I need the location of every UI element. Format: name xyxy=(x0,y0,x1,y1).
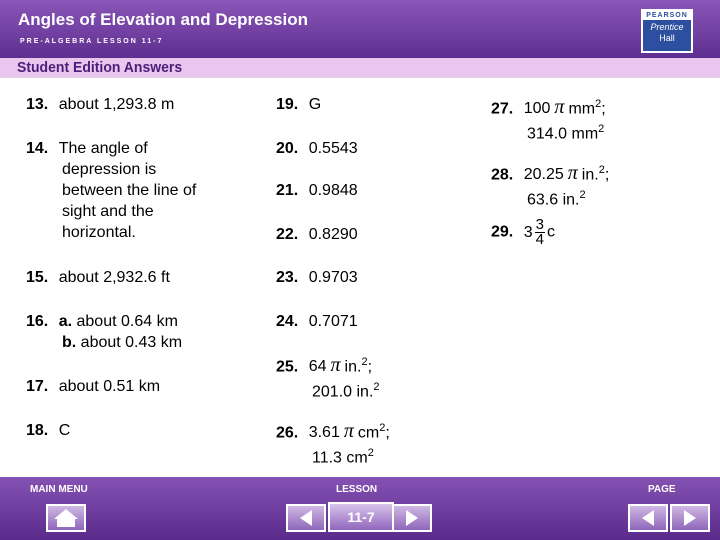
exponent: 2 xyxy=(595,98,602,110)
part-b-label: b. xyxy=(62,334,77,351)
answer-number: 17. xyxy=(26,378,49,395)
exponent: 2 xyxy=(598,164,605,176)
main-menu-button[interactable] xyxy=(46,504,86,532)
answer-text: 0.9703 xyxy=(308,269,358,286)
exponent: 2 xyxy=(373,381,380,394)
page-prev-button[interactable] xyxy=(628,504,668,532)
logo-bot: Hall xyxy=(659,33,675,43)
lesson-next-button[interactable] xyxy=(392,504,432,532)
answer-number: 15. xyxy=(26,269,49,286)
page-next-icon xyxy=(672,506,708,530)
answer-27 xyxy=(491,94,606,145)
answer-line-2 xyxy=(312,377,380,402)
answer-number: 16. xyxy=(26,313,49,330)
answer-number: 29. xyxy=(491,223,514,241)
answer-text: G xyxy=(308,96,322,113)
answer-26 xyxy=(276,418,390,469)
exponent: 2 xyxy=(598,123,605,136)
answer-21 xyxy=(276,180,358,201)
answer-text-line: horizontal. xyxy=(62,224,136,241)
pi-symbol: π xyxy=(567,162,578,185)
answer-number: 23. xyxy=(276,269,299,286)
answer-19 xyxy=(276,94,321,115)
section-label: Student Edition Answers xyxy=(17,58,183,76)
answer-number: 18. xyxy=(26,422,49,439)
page-prev-icon xyxy=(630,506,666,530)
answer-22 xyxy=(276,224,358,245)
exponent: 2 xyxy=(579,189,586,202)
part-b-text: about 0.43 km xyxy=(80,334,183,351)
lesson-subtitle: PRE-ALGEBRA LESSON 11-7 xyxy=(20,38,164,45)
answer-approx: 314.0 mm xyxy=(527,125,599,143)
part-a-text: about 0.64 km xyxy=(76,313,178,330)
answer-line-2 xyxy=(527,185,609,210)
answer-text: about 1,293.8 m xyxy=(58,96,175,113)
separator: ; xyxy=(601,100,606,118)
answer-13 xyxy=(26,94,174,115)
answer-number: 27. xyxy=(491,100,514,118)
exponent: 2 xyxy=(367,447,374,460)
answer-16 xyxy=(26,311,182,353)
answer-number: 26. xyxy=(276,424,299,442)
answer-15 xyxy=(26,267,170,288)
main-menu-label: MAIN MENU xyxy=(30,484,88,495)
exponent: 2 xyxy=(361,356,368,368)
answer-23 xyxy=(276,267,358,288)
page-next-button[interactable] xyxy=(670,504,710,532)
home-icon xyxy=(48,506,84,530)
answer-unit: mm xyxy=(568,100,596,118)
answer-approx: 201.0 in. xyxy=(312,383,374,401)
answer-unit: in. xyxy=(581,166,599,184)
part-a-label: a. xyxy=(58,313,73,330)
answer-number: 24. xyxy=(276,313,299,330)
answer-text-line: between the line of xyxy=(62,182,197,199)
answer-number: 28. xyxy=(491,166,514,184)
logo-top: PEARSON xyxy=(643,11,691,20)
pi-symbol: π xyxy=(554,96,565,119)
mixed-whole: 3 xyxy=(523,223,533,241)
answer-text: 0.5543 xyxy=(308,140,358,157)
logo-mid: Prentice xyxy=(650,22,684,32)
answer-14 xyxy=(26,138,196,243)
answer-approx: 11.3 cm xyxy=(312,449,368,467)
answer-text-line: sight and the xyxy=(62,203,154,220)
pi-symbol: π xyxy=(330,354,341,377)
answer-18 xyxy=(26,420,70,441)
answer-number: 20. xyxy=(276,140,299,157)
answer-text: 0.9848 xyxy=(308,182,358,199)
answer-text: C xyxy=(58,422,71,439)
answer-line-2 xyxy=(312,443,390,468)
pi-symbol: π xyxy=(343,420,354,443)
pearson-logo xyxy=(641,9,693,53)
lesson-label: LESSON xyxy=(336,484,378,495)
answer-20 xyxy=(276,138,358,159)
answer-coefficient: 20.25 xyxy=(523,166,564,184)
answer-text: 0.7071 xyxy=(308,313,358,330)
answer-text-line: depression is xyxy=(62,161,157,178)
exponent: 2 xyxy=(379,422,386,434)
answer-29 xyxy=(491,218,555,247)
answer-unit: cm xyxy=(357,424,380,442)
answer-number: 21. xyxy=(276,182,299,199)
lesson-number[interactable]: 11-7 xyxy=(328,502,394,532)
next-arrow-icon xyxy=(394,506,430,530)
fraction xyxy=(535,218,545,247)
answer-coefficient: 3.61 xyxy=(308,424,340,442)
answer-17 xyxy=(26,376,160,397)
answer-25 xyxy=(276,352,380,403)
answer-text: 0.8290 xyxy=(308,226,358,243)
answer-approx: 63.6 in. xyxy=(527,191,580,209)
answer-number: 14. xyxy=(26,140,49,157)
answer-number: 22. xyxy=(276,226,299,243)
part-b xyxy=(62,332,182,353)
answer-unit: in. xyxy=(344,358,362,376)
answer-24 xyxy=(276,311,358,332)
answer-number: 13. xyxy=(26,96,49,113)
answer-coefficient: 64 xyxy=(308,358,327,376)
answer-text: about 2,932.6 ft xyxy=(58,269,170,286)
separator: ; xyxy=(604,166,610,184)
prev-arrow-icon xyxy=(288,506,324,530)
answer-coefficient: 100 xyxy=(523,100,551,118)
fraction-denominator: 4 xyxy=(535,231,544,248)
lesson-prev-button[interactable] xyxy=(286,504,326,532)
fraction-numerator: 3 xyxy=(535,216,544,233)
answer-number: 25. xyxy=(276,358,299,376)
answer-text: about 0.51 km xyxy=(58,378,161,395)
answer-line-2 xyxy=(527,119,606,144)
answer-28 xyxy=(491,160,609,211)
page-title: Angles of Elevation and Depression xyxy=(18,10,309,29)
separator: ; xyxy=(385,424,390,442)
answer-text-line: The angle of xyxy=(58,140,148,157)
page-label: PAGE xyxy=(648,484,676,495)
answer-number: 19. xyxy=(276,96,299,113)
separator: ; xyxy=(367,358,373,376)
answer-unit: c xyxy=(546,223,555,241)
